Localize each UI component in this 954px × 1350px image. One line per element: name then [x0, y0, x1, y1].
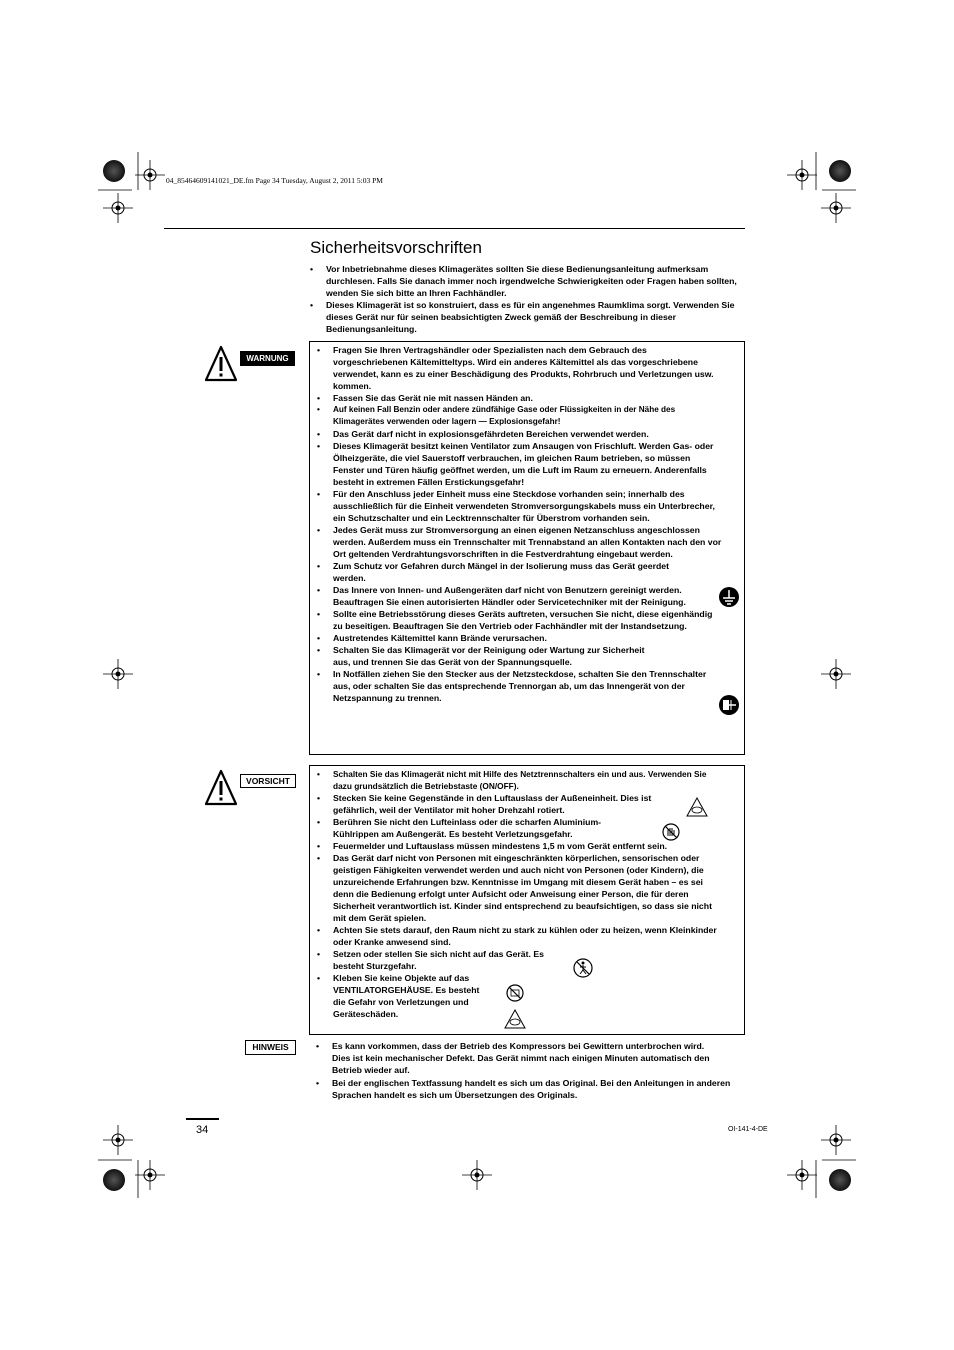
ground-icon [718, 586, 740, 608]
warning-item: • Fragen Sie Ihren Vertragshändler oder Spezialisten nach dem Gebrauch des vorgeschriebenen Kältemitteltyps. Wird ein anderes Kältemittel als das vorgeschriebene verwendet, kann es zu einer Beschädigung des Produkts, Rohrbruch und Verletzungen usw. kommen. [317, 344, 722, 392]
caution-label: VORSICHT [240, 774, 296, 788]
warning-item: • Zum Schutz vor Gefahren durch Mängel in der Isolierung muss das Gerät geerdet werden. [317, 560, 722, 584]
warning-box [309, 341, 745, 755]
caution-item: • Kleben Sie keine Objekte auf das VENTILATORGEHÄUSE. Es besteht die Gefahr von Verletzungen und Geräteschäden. [317, 972, 722, 1020]
warning-item: • Auf keinen Fall Benzin oder andere zündfähige Gase oder Flüssigkeiten in der Nähe des Klimagerätes verwenden oder lagern — Explosionsgefahr! [317, 404, 722, 428]
intro-list [310, 263, 748, 335]
header-rule [164, 228, 745, 229]
warning-item: • Für den Anschluss jeder Einheit muss eine Steckdose vorhanden sein; innerhalb des ausschließlich für die Einheit verwendeten Stromversorgungskabels muss ein Unterbrecher, ein Schutzschalter und ein Lecktrennschalter für Überstrom vorhanden sein. [317, 488, 722, 524]
page-number: 34 [196, 1124, 209, 1136]
unplug-icon [718, 694, 740, 716]
warning-item: • Dieses Klimagerät besitzt keinen Ventilator zum Ansaugen von Frischluft. Werden Gas- oder Ölheizgeräte, die viel Sauerstoff verbrauchen, im gleichen Raum betrieben, so müssen Fenster und Türen häufig geöffnet werden, um die Luft im Raum zu erneuern. Anderenfalls besteht in extremen Fällen Erstickungsgefahr! [317, 440, 722, 488]
no-standing-icon [573, 958, 593, 978]
warning-item: • Schalten Sie das Klimagerät vor der Reinigung oder Wartung zur Sicherheit aus, und trennen Sie das Gerät von der Spannungsquelle. [317, 644, 722, 668]
page-title: Sicherheitsvorschriften [310, 238, 482, 257]
fan-caution-icon [686, 797, 708, 817]
warning-item: • Fassen Sie das Gerät nie mit nassen Händen an. [317, 392, 722, 404]
caution-item: • Setzen oder stellen Sie sich nicht auf das Gerät. Es besteht Sturzgefahr. [317, 948, 722, 972]
injury-caution-icon [504, 1009, 526, 1029]
no-touch-icon [662, 823, 680, 841]
warning-item: • Jedes Gerät muss zur Stromversorgung an einen eigenen Netzanschluss angeschlossen werden. Außerdem muss ein Trennschalter mit Trennabstand an allen Kontakten nach den vor Ort geltenden Verdrahtungsvorschriften in die Festverdrahtung eingebaut werden. [317, 524, 722, 560]
warning-label: WARNUNG [240, 351, 295, 366]
caution-list [317, 768, 722, 1020]
caution-item: • Berühren Sie nicht den Lufteinlass oder die scharfen Aluminium-Kühlrippen am Außengerät. Es besteht Verletzungsgefahr. [317, 816, 722, 840]
document-code: OI-141-4-DE [728, 1126, 768, 1133]
note-item: • Bei der englischen Textfassung handelt es sich um das Original. Bei den Anleitungen in anderen Sprachen handelt es sich um Übersetzungen des Originals. [316, 1077, 746, 1101]
warning-item: • Sollte eine Betriebsstörung dieses Geräts auftreten, versuchen Sie nicht, diese eigenhändig zu beseitigen. Beauftragen Sie den Vertrieb oder Fachhändler mit der Instandsetzung. [317, 608, 722, 632]
note-label: HINWEIS [245, 1040, 296, 1055]
warning-item: • Das Innere von Innen- und Außengeräten darf nicht von Benutzern gereinigt werden. Beauftragen Sie einen autorisierten Händler oder Servicetechniker mit der Reinigung. [317, 584, 722, 608]
caution-item: • Schalten Sie das Klimagerät nicht mit Hilfe des Netztrennschalters ein und aus. Verwenden Sie dazu grundsätzlich die Betriebstaste (ON/OFF). [317, 768, 722, 792]
print-line: 04_85464609141021_DE.fm Page 34 Tuesday, August 2, 2011 5:03 PM [166, 176, 383, 185]
warning-item: • In Notfällen ziehen Sie den Stecker aus der Netzsteckdose, schalten Sie den Trennschalter aus, oder schalten Sie das entsprechende Trennorgan ab, um das Innengerät von der Netzspannung zu trennen. [317, 668, 722, 704]
warning-item: • Austretendes Kältemittel kann Brände verursachen. [317, 632, 722, 644]
caution-item: • Stecken Sie keine Gegenstände in den Luftauslass der Außeneinheit. Dies ist gefährlich, weil der Ventilator mit hoher Drehzahl rotiert. [317, 792, 722, 816]
caution-item: • Feuermelder und Luftauslass müssen mindestens 1,5 m vom Gerät entfernt sein. [317, 840, 722, 852]
caution-triangle-icon [204, 769, 238, 807]
note-item: • Es kann vorkommen, dass der Betrieb des Kompressors bei Gewittern unterbrochen wird. Dies ist kein mechanischer Defekt. Das Gerät nimmt nach einigen Minuten automatisch den Betrieb wieder auf. [316, 1040, 746, 1077]
note-list [316, 1040, 746, 1101]
caution-item: • Achten Sie stets darauf, den Raum nicht zu stark zu kühlen oder zu heizen, wenn Kleinkinder oder Kranke anwesend sind. [317, 924, 722, 948]
caution-box [309, 765, 745, 1035]
intro-item: • Vor Inbetriebnahme dieses Klimagerätes sollten Sie diese Bedienungsanleitung aufmerksam durchlesen. Falls Sie danach immer noch irgendwelche Schwierigkeiten oder Fragen haben sollten, wenden Sie sich bitte an Ihren Fachhändler. [310, 263, 748, 299]
warning-list [317, 344, 722, 704]
no-sticking-icon [506, 984, 524, 1002]
intro-item: • Dieses Klimagerät ist so konstruiert, dass es für ein angenehmes Raumklima sorgt. Verwenden Sie dieses Gerät nur für seinen beabsichtigten Zweck gemäß der Beschreibung in dieser Bedienungsanleitung. [310, 299, 748, 335]
warning-item: • Das Gerät darf nicht in explosionsgefährdeten Bereichen verwendet werden. [317, 428, 722, 440]
caution-item: • Das Gerät darf nicht von Personen mit eingeschränkten körperlichen, sensorischen oder geistigen Fähigkeiten verwendet werden und auch nicht von Personen (oder Kindern), die unzureichende Erfahrungen bzw. Kenntnisse im Umgang mit diesem Gerät haben – es sei denn die Bedienung erfolgt unter Aufsicht oder Anweisung einer Person, die für deren Sicherheit verantwortlich ist. Kinder sind entsprechend zu beaufsichtigen, so dass sie nicht mit dem Gerät spielen. [317, 852, 722, 924]
warning-triangle-icon [204, 345, 238, 383]
page-number-rule [186, 1118, 219, 1120]
